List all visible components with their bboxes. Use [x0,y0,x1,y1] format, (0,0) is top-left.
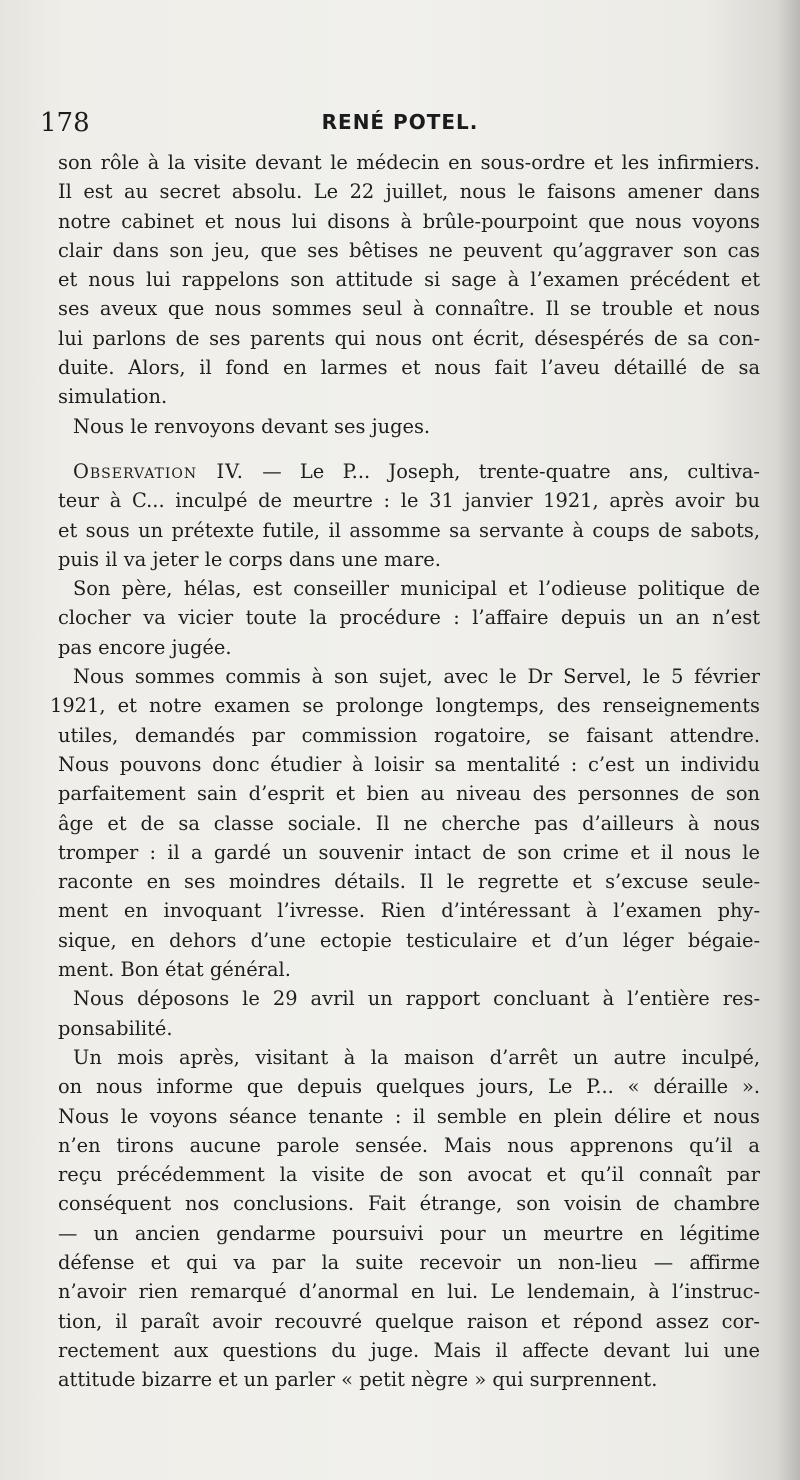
text-line: Il est au secret absolu. Le 22 juillet, nous le faisons amener dans [58,180,760,204]
text-line: son rôle à la visite devant le médecin en sous-ordre et les infirmiers. [58,151,760,174]
text-line: simulation. [58,385,168,409]
text-line: Nous sommes commis à son sujet, avec le Dr Servel, le 5 février [73,665,760,689]
paragraph [58,148,760,412]
text-line: reçu précédemment la visite de son avocat et qu’il connaît par [58,1163,760,1187]
paragraph [58,412,760,441]
running-title: RENÉ POTEL. [321,110,479,134]
text-line: ponsabilité. [58,1016,173,1040]
text-line: clocher va vicier toute la procédure : l’affaire depuis un an n’est [58,606,760,630]
text-line: Un mois après, visitant à la maison d’arrêt un autre inculpé, [73,1045,760,1069]
text-line: ment. Bon état général. [58,958,291,982]
text-line: notre cabinet et nous lui disons à brûle-pourpoint que nous voyons [58,209,760,233]
text-line: teur à C... inculpé de meurtre : le 31 janvier 1921, après avoir bu [58,489,760,513]
text-line: lui parlons de ses parents qui nous ont écrit, désespérés de sa con- [58,326,760,350]
text-run: — Le P... Joseph, trente-quatre ans, cultiva- [243,459,760,483]
text-line: Nous le renvoyons devant ses juges. [73,414,431,438]
text-line: puis il va jeter le corps dans une mare. [58,547,441,571]
paragraph [58,984,760,1043]
text-line: tromper : il a gardé un souvenir intact de son crime et il nous le [58,840,760,864]
text-line: Nous le voyons séance tenante : il semble en plein délire et nous [58,1104,760,1128]
text-line: sique, en dehors d’une ectopie testiculaire et d’un léger bégaie- [58,928,760,952]
text-line: Nous déposons le 29 avril un rapport concluant à l’entière res- [73,987,760,1011]
page-header [40,108,760,138]
text-line: Son père, hélas, est conseiller municipal et l’odieuse politique de [73,577,760,601]
text-line [58,457,760,486]
observation-heading: Observation IV. [73,459,244,483]
text-line: raconte en ses moindres détails. Il le regrette et s’excuse seule- [58,870,760,894]
text-line: parfaitement sain d’esprit et bien au niveau des personnes de son [58,782,760,806]
text-line: 1921, et notre examen se prolonge longtemps, des renseignements [50,694,760,718]
text-line: et sous un prétexte futile, il assomme sa servante à coups de sabots, [58,518,760,542]
section-gap [58,441,760,457]
text-line: clair dans son jeu, que ses bêtises ne peuvent qu’aggraver son cas [58,238,760,262]
text-line: — un ancien gendarme poursuivi pour un meurtre en légitime [58,1221,760,1245]
paragraph [50,662,760,984]
text-line: n’en tirons aucune parole sensée. Mais nous apprenons qu’il a [58,1133,760,1157]
paragraph [58,1043,760,1395]
text-line: et nous lui rappelons son attitude si sage à l’examen précédent et [58,268,760,292]
text-line: conséquent nos conclusions. Fait étrange, son voisin de chambre [58,1192,760,1216]
text-line: duite. Alors, il fond en larmes et nous fait l’aveu détaillé de sa [58,356,760,380]
page-number: 178 [40,108,90,138]
text-line: ment en invoquant l’ivresse. Rien d’intéressant à l’examen phy- [58,899,760,923]
text-line: Nous pouvons donc étudier à loisir sa mentalité : c’est un individu [58,752,760,776]
paragraph [58,574,760,662]
body-text [50,148,760,1394]
text-line: n’avoir rien remarqué d’anormal en lui. Le lendemain, à l’instruc- [58,1280,760,1304]
text-line: attitude bizarre et un parler « petit nègre » qui surprennent. [58,1368,658,1392]
text-line: défense et qui va par la suite recevoir un non-lieu — affirme [58,1250,760,1274]
text-line: pas encore jugée. [58,635,232,659]
text-line: utiles, demandés par commission rogatoire, se faisant attendre. [58,723,760,747]
text-line: tion, il paraît avoir recouvré quelque raison et répond assez cor- [58,1309,760,1333]
text-line: ses aveux que nous sommes seul à connaître. Il se trouble et nous [58,297,760,321]
observation-paragraph [58,457,760,574]
text-line: on nous informe que depuis quelques jours, Le P... « déraille ». [58,1075,760,1099]
text-line: rectement aux questions du juge. Mais il affecte devant lui une [58,1338,760,1362]
text-line: âge et de sa classe sociale. Il ne cherche pas d’ailleurs à nous [58,811,760,835]
